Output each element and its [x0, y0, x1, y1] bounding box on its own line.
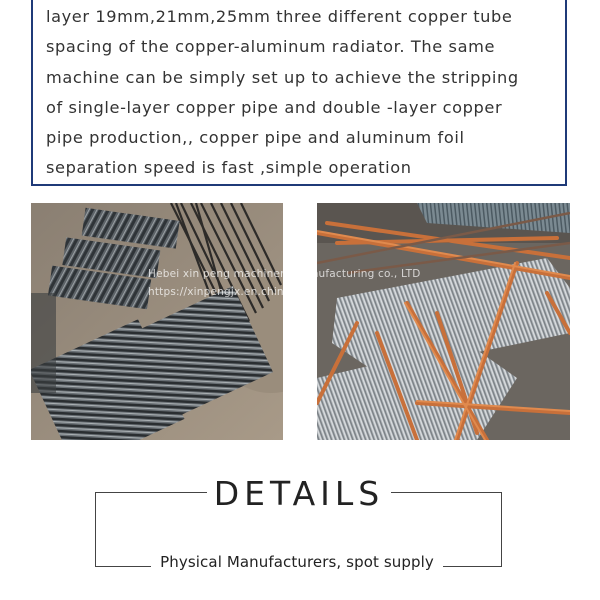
description-line: separation speed is fast ,simple operation — [46, 158, 412, 178]
description-line: of single-layer copper pipe and double -layer copper — [46, 97, 503, 117]
description-text — [46, 2, 558, 184]
frame-line — [443, 566, 502, 567]
description-line: spacing of the copper-aluminum radiator. The same — [46, 37, 496, 57]
details-title: DETAILS — [213, 474, 385, 513]
radiator-scrap-photo — [31, 203, 283, 440]
copper-pipes-photo — [317, 203, 570, 440]
description-box — [31, 0, 567, 186]
frame-line — [95, 492, 207, 493]
description-line: layer 19mm,21mm,25mm three different copper tube — [46, 7, 513, 26]
aluminum-copper-radiator-scrap-photo — [31, 203, 283, 440]
description-line: machine can be simply set up to achieve the stripping — [46, 67, 519, 87]
frame-line — [95, 566, 151, 567]
watermark-company: Hebei xin peng machinery manufacturing co., LTD — [148, 268, 421, 280]
separated-copper-pipes-photo — [317, 203, 570, 440]
frame-line — [391, 492, 502, 493]
description-line: pipe production,, copper pipe and aluminum foil — [46, 128, 465, 148]
details-subtitle: Physical Manufacturers, spot supply — [160, 553, 434, 571]
watermark-url: https://xinpengjx.en.china.cn — [148, 286, 307, 298]
